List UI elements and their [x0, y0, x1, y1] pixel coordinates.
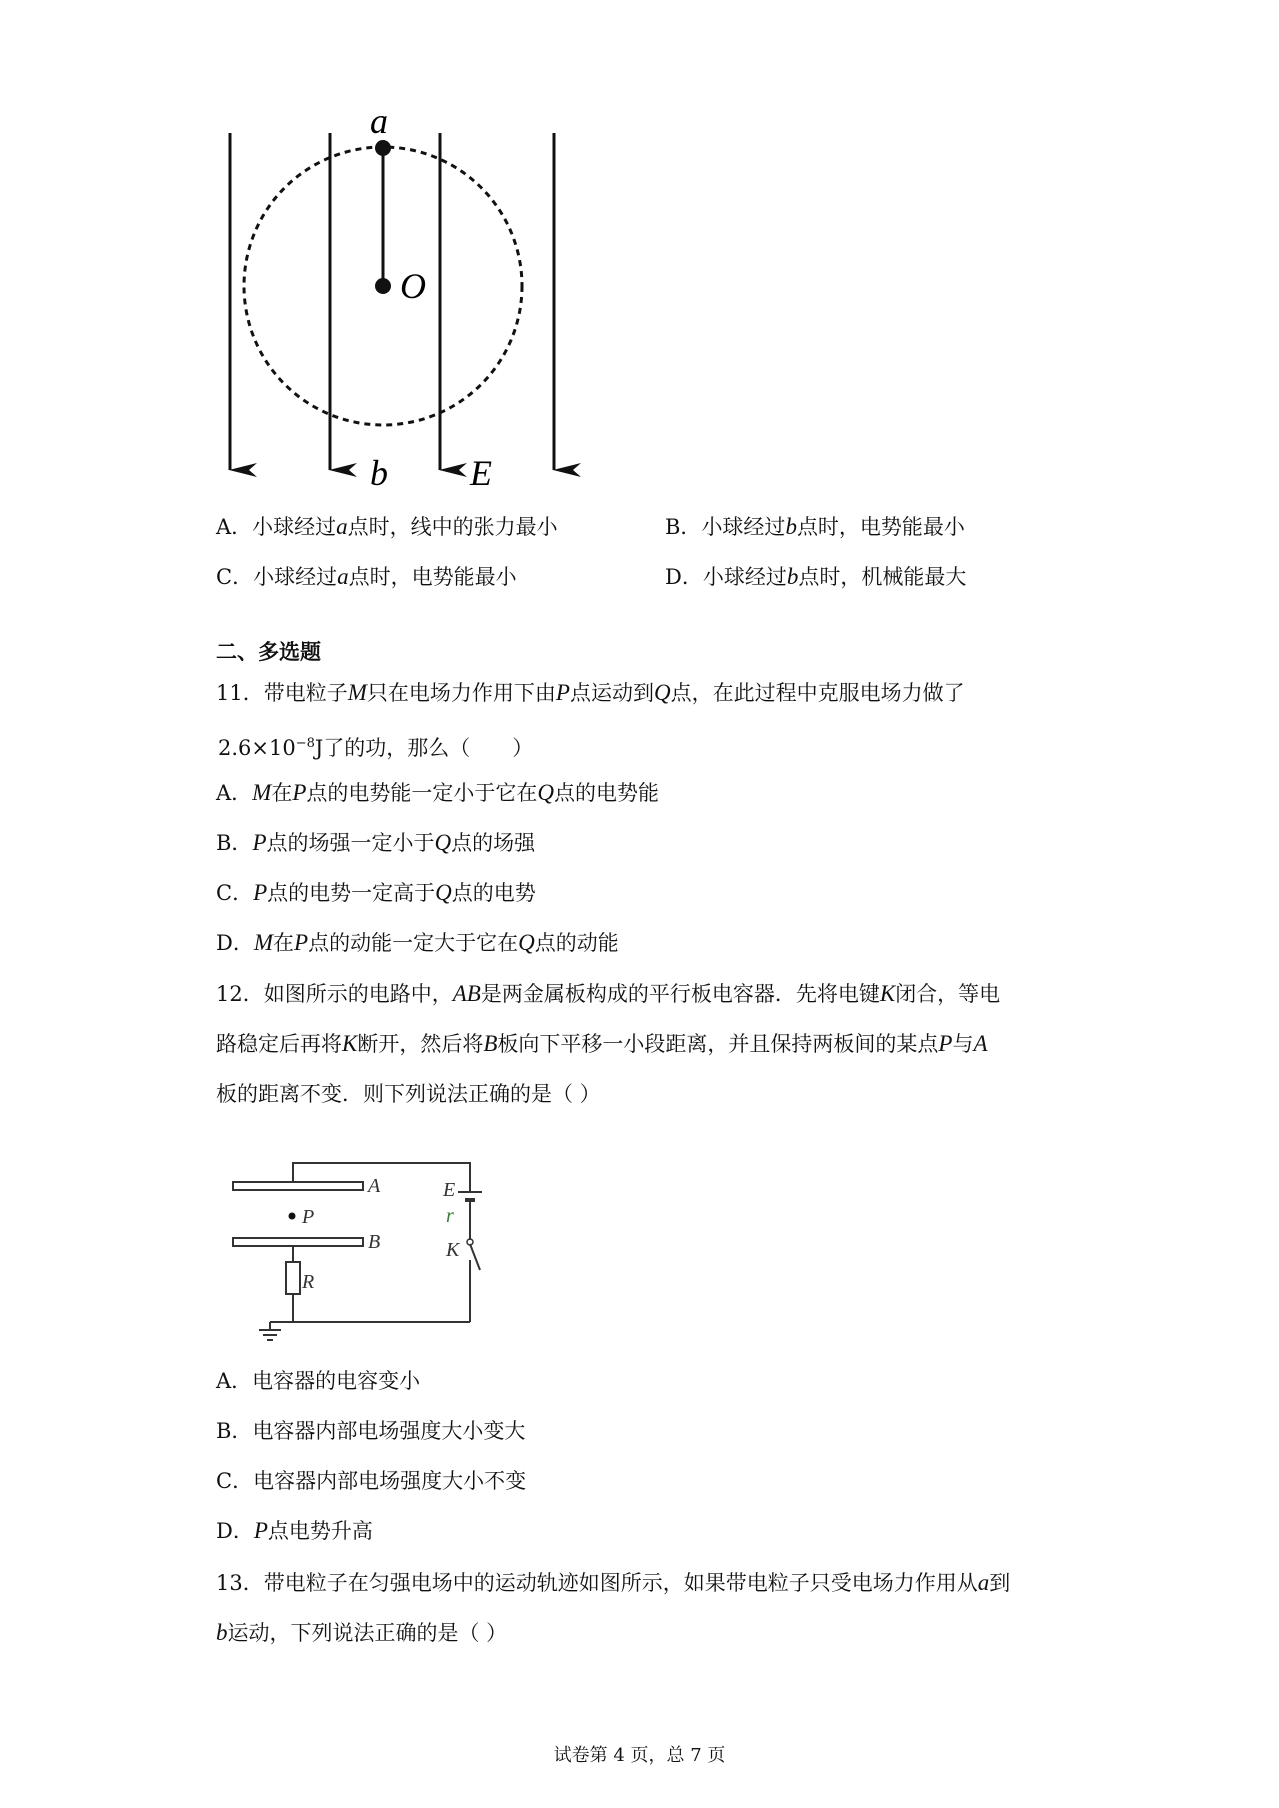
question-number: 11．	[216, 681, 264, 705]
q-text: 运动，下列说法正确的是（ ）	[227, 1621, 508, 1645]
q11-line-2	[218, 730, 533, 762]
option-text: 小球经过	[702, 565, 787, 589]
option-var: P	[294, 930, 309, 955]
option-letter: A．	[216, 1369, 253, 1393]
q-text: 与	[952, 1032, 974, 1056]
option-var: M	[253, 930, 274, 955]
q-text: 路稳定后再将	[216, 1032, 342, 1056]
option-var: Q	[435, 880, 452, 905]
option-text: 在	[273, 931, 295, 955]
q-text: 带电粒子	[263, 681, 348, 705]
circuit-label-e: E	[443, 1179, 456, 1201]
option-text: 在	[271, 781, 293, 805]
option-text: 点时，机械能最大	[798, 565, 967, 589]
option-text: 点的电势	[451, 881, 536, 905]
point-a-dot	[375, 140, 391, 156]
option-text: 小球经过	[701, 515, 786, 539]
switch-blade	[470, 1244, 480, 1270]
q10-option-b	[665, 513, 965, 541]
circuit-label-r2: r	[446, 1205, 454, 1227]
q-var: AB	[452, 981, 481, 1006]
option-letter: B．	[665, 515, 702, 539]
option-text: 点时，电势能最小	[796, 515, 965, 539]
q12-option-b	[216, 1417, 525, 1445]
q-var: b	[216, 1620, 228, 1645]
option-var: P	[253, 1518, 268, 1543]
option-text: 小球经过	[252, 515, 337, 539]
q-text: 如图所示的电路中，	[263, 982, 453, 1006]
q12-line-2	[216, 1030, 988, 1058]
q11-option-a	[216, 779, 659, 807]
circuit-label-b: B	[368, 1231, 381, 1253]
option-letter: A．	[216, 781, 253, 805]
option-letter: B．	[216, 831, 253, 855]
option-text: 点时，线中的张力最小	[347, 515, 558, 539]
q-var: K	[879, 981, 896, 1006]
q-var: M	[347, 680, 367, 705]
option-letter: D．	[665, 565, 703, 589]
plate-a	[233, 1182, 363, 1190]
q-unit: J	[314, 736, 324, 760]
q11-line-1	[216, 679, 965, 707]
option-letter: C．	[216, 1469, 254, 1493]
option-var: b	[786, 564, 799, 589]
circuit-label-p: P	[302, 1206, 315, 1228]
q-var: a	[977, 1570, 990, 1595]
option-text: 电容器的电容变小	[252, 1369, 421, 1393]
q11-option-b	[216, 829, 535, 857]
option-text: 点的电势一定高于	[267, 881, 436, 905]
circuit-diagram	[0, 1140, 1279, 1380]
q10-option-c	[216, 563, 517, 591]
q-var: K	[342, 1031, 358, 1056]
option-text: 点的动能	[534, 931, 619, 955]
option-text: 点的场强	[451, 831, 536, 855]
option-letter: D．	[216, 1519, 254, 1543]
label-a: a	[370, 101, 388, 141]
q11-option-d	[216, 929, 619, 957]
option-var: Q	[518, 930, 535, 955]
option-var: Q	[537, 780, 555, 805]
option-text: 点时，电势能最小	[348, 565, 517, 589]
option-var: P	[253, 880, 268, 905]
option-text: 点的场强一定小于	[266, 831, 435, 855]
option-var: Q	[434, 830, 452, 855]
q-text: 带电粒子在匀强电场中的运动轨迹如图所示，如果带电粒子只受电场力作用从	[263, 1571, 978, 1595]
circuit-label-a: A	[368, 1175, 381, 1197]
option-var: P	[252, 830, 267, 855]
q12-option-a	[216, 1367, 420, 1395]
q-exponent: −8	[295, 736, 315, 751]
option-letter: C．	[216, 565, 254, 589]
circuit-label-k: K	[446, 1239, 460, 1261]
label-e: E	[470, 453, 492, 493]
q-text: 闭合，等电	[895, 982, 1001, 1006]
q-text: 了的功，那么（ ）	[323, 736, 534, 760]
plate-b	[233, 1238, 363, 1246]
q-var: P	[938, 1031, 953, 1056]
section-title: 二、多选题	[216, 639, 321, 664]
page-footer: 试卷第 4 页，总 7 页	[553, 1745, 726, 1766]
option-letter: A．	[216, 515, 253, 539]
question-number: 13．	[216, 1571, 264, 1595]
option-text: 小球经过	[253, 565, 338, 589]
q-var: A	[973, 1031, 988, 1056]
resistor-r	[286, 1262, 300, 1294]
option-letter: B．	[216, 1419, 253, 1443]
option-text: 点的电势能一定小于它在	[306, 781, 538, 805]
q13-line-1	[216, 1569, 1010, 1597]
label-b: b	[370, 453, 388, 493]
q13-line-2	[216, 1619, 507, 1647]
q-text: 断开，然后将	[357, 1032, 484, 1056]
field-lines	[230, 133, 554, 470]
q10-option-a	[216, 513, 558, 541]
q-formula: 2.6×10	[218, 736, 296, 760]
circuit-label-r: R	[302, 1271, 315, 1293]
question-number: 12．	[216, 982, 264, 1006]
point-p-dot	[289, 1213, 296, 1220]
option-text: 点的动能一定大于它在	[308, 931, 519, 955]
q-text: 只在电场力作用下由	[366, 681, 556, 705]
option-text: 电容器内部电场强度大小变大	[252, 1419, 526, 1443]
q-text: 到	[989, 1571, 1011, 1595]
q-text: 点运动到	[569, 681, 654, 705]
electric-field-figure	[0, 0, 1279, 500]
option-letter: D．	[216, 931, 254, 955]
q-text: 点，在此过程中克服电场力做了	[670, 681, 965, 705]
q-var: P	[555, 680, 570, 705]
option-text: 点电势升高	[267, 1519, 373, 1543]
q11-option-c	[216, 879, 536, 907]
q-text: 板向下平移一小段距离，并且保持两板间的某点	[497, 1032, 939, 1056]
option-text: 点的电势能	[554, 781, 660, 805]
q-text: 是两金属板构成的平行板电容器．先将电键	[480, 982, 880, 1006]
label-o: O	[400, 266, 426, 306]
q10-option-d	[665, 563, 966, 591]
q12-line-1	[216, 980, 1000, 1008]
option-var: b	[785, 514, 797, 539]
option-text: 电容器内部电场强度大小不变	[253, 1469, 527, 1493]
q12-option-c	[216, 1467, 526, 1495]
q-var: Q	[653, 680, 671, 705]
q12-line-3: 板的距离不变．则下列说法正确的是（ ）	[216, 1082, 601, 1106]
q-var: B	[483, 1031, 498, 1056]
option-var: a	[336, 514, 348, 539]
point-o-dot	[375, 278, 391, 294]
option-var: M	[252, 780, 272, 805]
option-var: P	[292, 780, 307, 805]
option-letter: C．	[216, 881, 254, 905]
option-var: a	[337, 564, 349, 589]
q12-option-d	[216, 1517, 373, 1545]
